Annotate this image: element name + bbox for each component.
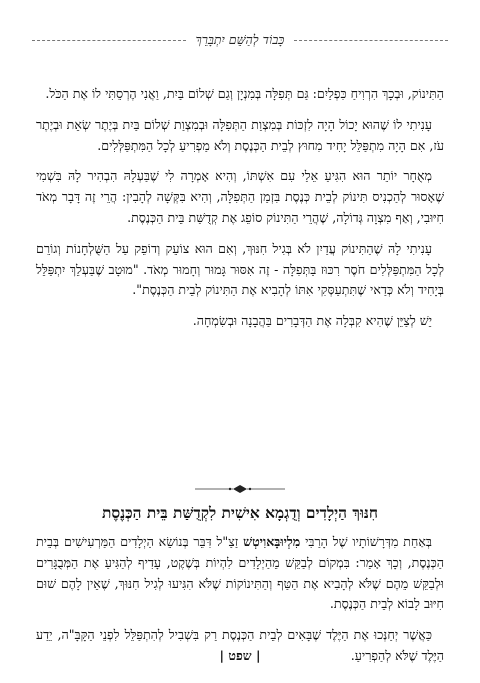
header-rule-left — [32, 40, 186, 41]
section-paragraph-2: כַּאֲשֶׁר יְחַנְּכוּ אֶת הַיֶּלֶד שֶׁבָּאִים לְבֵית הַכְּנֶסֶת רַק בִּשְׁבִיל לְהִתְפַּלֵּל לִפְנֵי הַקָּבָּ"ה, יֵדַע הַיֶּלֶד שֶׁלֹּא לְהַפְרִיעַ. — [36, 627, 444, 663]
section-paragraph-1-prefix: בְּאַחַת מִדְּרָשׁוֹתָיו שֶׁל הָרַבִּי — [300, 534, 433, 549]
paragraph-3: מְאֻחָר יוֹתֵר הוּא הִגִּיעַ אֵלַי עִם אִשְׁתּוֹ, וְהִיא אָמְרָה לִי שֶׁבַּעְלָהּ הִבְהִיר לָהּ בִּשְׁמִי שֶׁאָסוּר לְהַכְנִיס תִּינוֹק לְבֵית כְּנֶסֶת בִּזְמַן הַתְּפִלָּה, וְהִיא בִּקְּשָׁה לְהָבִין: הֲרֵי זֶה דָּבָר מְאֹד חִיּוּבִי, וְאַף מִצְוָה גְּדוֹלָה, שֶׁהֲרֵי הַתִּינוֹק סוֹפֵג אֶת קְדֻשַּׁת בֵּית הַכְּנֶסֶת. — [36, 168, 444, 225]
running-header-title: כָּבוֹד לְהַשֵּׁם יִתְבָּרֵךְ — [195, 32, 285, 47]
section-heading: חִנּוּךְ הַיְלָדִים וְדֻגְמָא אִישִׁית לִקְדֻשַּׁת בֵּית הַכְּנֶסֶת — [101, 504, 379, 522]
section-paragraph-1 — [36, 532, 444, 615]
rebbe-name: מִלְיוּבָּאוִיטְשׁ — [243, 534, 301, 549]
paragraph-5: יֵשׁ לְצַיֵּן שֶׁהִיא קִבְּלָה אֶת הַדְּבָרִים בַּהֲבָנָה וּבְשִׂמְחָה. — [192, 313, 432, 329]
paragraph-2: עָנִיתִי לוֹ שֶׁהוּא יָכוֹל הָיָה לִזְכּוֹת בְּמִצְוַת הַתְּפִלָּה וּבְמִצְוַת שְׁלוֹם בַּיִת בְּיֶתֶר שְׂאֵת וּבְיֶתֶר עֹז, אִם הָיָה מִתְפַּלֵּל יָחִיד מִחוּץ לְבֵית הַכְּנֶסֶת וְלֹא מַפְרִיעַ לְכָל הַמִּתְפַּלְּלִים. — [36, 116, 444, 153]
running-header — [32, 30, 448, 50]
main-text — [36, 84, 444, 342]
section-divider-ornament — [0, 484, 480, 494]
section-paragraph-1-suffix: זַצַ"ל דִּבֵּר בְּנוֹשֵׂא הַיְלָדִים הַמַּרְעִישִׁים בְּבֵית הַכְּנֶסֶת, וְכָךְ אָמַר: בִּמְקוֹם לְבַקֵּשׁ מֵהַיְלָדִים לִהְיוֹת בְּשֶׁקֶט, עָדִיף לְהַגִּיעַ אֶת הַמְּבֻגָּרִים וּלְבַקֵּשׁ מֵהֶם שֶׁלֹּא לְהָבִיא אֶת הַטַּף וְהַתִּינוֹקוֹת שֶׁלֹּא הִגִּיעוּ לְגִיל חִנּוּךְ, שֶׁאֵין לָהֶם שׁוּם חִיּוּב לָבוֹא לְבֵית הַכְּנֶסֶת. — [36, 534, 444, 612]
divider-icon — [195, 484, 285, 494]
paragraph-1: הַתִּינוֹק, וּבְכָךְ הִרְוִיחַ כִּפְלַיִם: גַּם תְּפִלָּה בְּמִנְיָן וְגַם שְׁלוֹם בַּיִת, וַאֲנִי הֶרְסֵתִּי לוֹ אֶת הַכֹּל. — [45, 86, 444, 101]
page-number: | שפט | — [219, 648, 261, 663]
paragraph-4: עָנִיתִי לָהּ שֶׁהַתִּינוֹק עֲדַיִן לֹא בְּגִיל חִנּוּךְ, וְאִם הוּא צוֹעֵק וְדוֹפֵק עַל הַשֻּׁלְחָנוֹת וְגוֹרֵם לְכָל הַמִּתְפַּלְּלִים חֹסֶר רִכּוּז בַּתְּפִלָּה - זֶה אִסּוּר גָּמוּר וְחָמוּר מְאֹד. "מוּטָב שֶׁבַּעְלֵךְ יִתְפַּלֵּל בְּיָחִיד וְלֹא כְּדַאי שֶׁתִּתְעַסְּקִי אִתּוֹ לְהָבִיא אֶת הַתִּינוֹק לְבֵית הַכְּנֶסֶת". — [36, 240, 444, 298]
header-rule-right — [294, 40, 448, 41]
